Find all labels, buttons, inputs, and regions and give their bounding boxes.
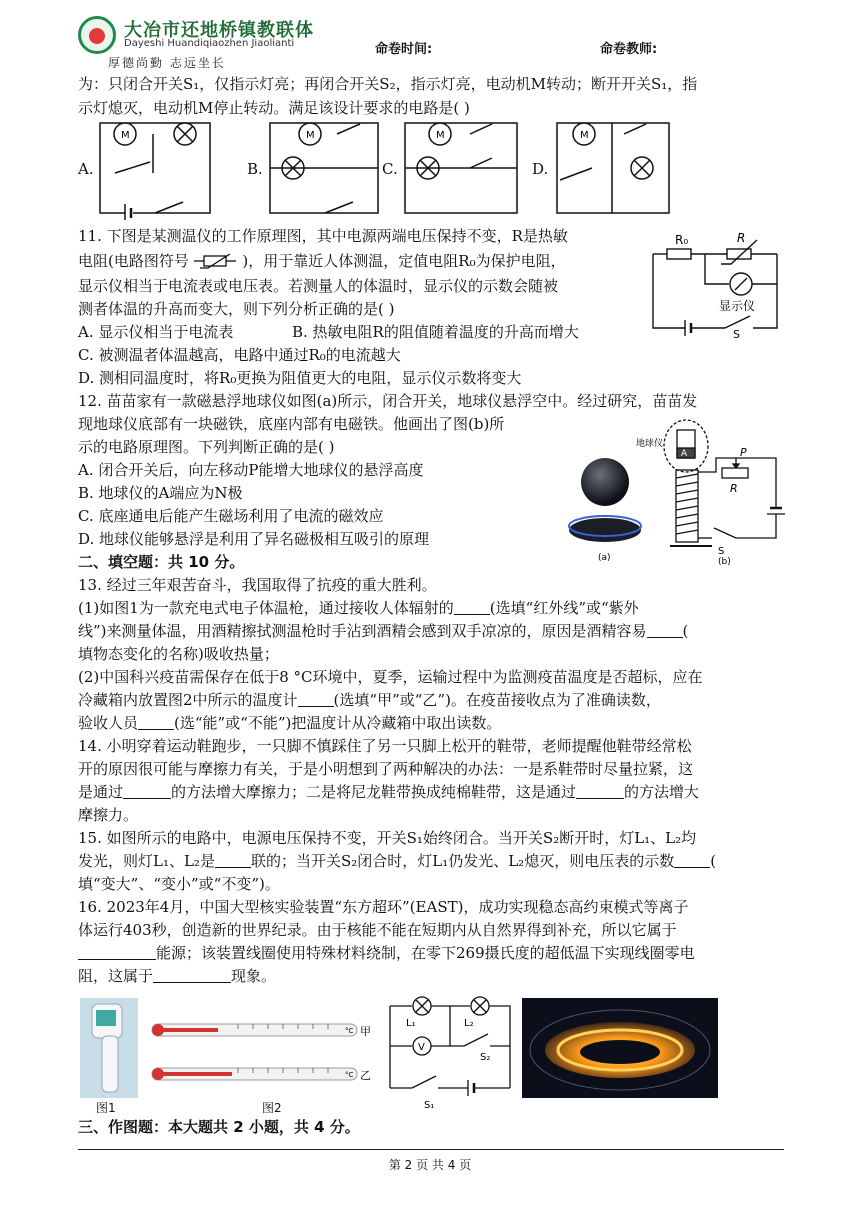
q14-line3-part3: 的方法增大 [624, 783, 700, 801]
q14-line2: 开的原因很可能与摩擦力有关，于是小明想到了两种解决的办法：一是系鞋带时尽量拉紧，这 [78, 760, 694, 778]
east-tokamak-photo [522, 998, 718, 1098]
q13-line6-part2: (选填“甲”或“乙”)。在疫苗接收点为了准确读数， [333, 691, 661, 709]
q10-circuit-d [552, 118, 677, 220]
q10-circuit-b [265, 118, 385, 220]
caption-a: (a) [598, 553, 611, 563]
label-s1: S₁ [424, 1100, 435, 1111]
q10-option-d[interactable]: D. [532, 160, 549, 178]
q13-line3-part1: 线”)来测量体温，用酒精擦拭测温枪时手沾到酒精会感到双手凉凉的，原因是酒精容易 [78, 622, 647, 640]
exam-teacher-label: 命卷教师: [600, 42, 658, 57]
q13-line2-part1: (1)如图1为一款充电式电子体温枪，通过接收人体辐射的 [78, 599, 454, 617]
q13-line3 [78, 620, 688, 643]
svg-text:M: M [306, 130, 315, 141]
fig1-thermometer-gun [80, 998, 138, 1098]
q12-option-c[interactable]: C. 底座通电后能产生磁场利用了电流的磁效应 [78, 507, 384, 525]
q10-option-a[interactable]: A. [78, 160, 94, 178]
q11-option-a[interactable]: A. 显示仪相当于电流表 [78, 323, 234, 341]
label-jia: 甲 [360, 1025, 371, 1038]
q10-option-b[interactable]: B. [247, 160, 263, 178]
q11-line2-part2: )，用于靠近人体测温，定值电阻R₀为保护电阻， [242, 252, 566, 270]
q13-line2-part2: (选填“红外线”或“紫外 [489, 599, 639, 617]
section-2-heading: 二、填空题：共 10 分。 [78, 553, 245, 571]
q16-line3-part2: 能源；该装置线圈使用特殊材料绕制，在零下269摄氏度的超低温下实现线圈零电 [156, 944, 695, 962]
q11-thermometer-circuit [645, 228, 785, 340]
q12-line1: 12. 苗苗家有一款磁悬浮地球仪如图(a)所示，闭合开关，地球仪悬浮空中。经过研究，苗苗发 [78, 392, 698, 410]
q12-option-d[interactable]: D. 地球仪能够悬浮是利用了异名磁极相互吸引的原理 [78, 530, 430, 548]
q13-blank-4[interactable] [138, 715, 174, 730]
q14-line4: 摩擦力。 [78, 806, 139, 824]
q11-line1: 11. 下图是某测温仪的工作原理图，其中电源两端电压保持不变，R是热敏 [78, 227, 568, 245]
label-p: P [740, 446, 747, 459]
q13-line6 [78, 689, 661, 712]
exam-time-label: 命卷时间: [375, 42, 433, 57]
fig2-caption: 图2 [262, 1101, 282, 1115]
label-display: 显示仪 [719, 299, 756, 313]
q16-line4-part2: 现象。 [231, 967, 277, 985]
svg-text:M: M [436, 130, 445, 141]
school-motto: 厚德尚勤 志远坐长 [108, 56, 226, 70]
q13-line4: 填物态变化的名称)吸收热量； [78, 645, 279, 663]
q16-line2: 体运行403秒，创造新的世界纪录。由于核能不能在短期内从自然界得到补充，所以它属于 [78, 921, 677, 939]
motor-symbol: M [121, 130, 130, 141]
label-r0: R₀ [675, 233, 689, 247]
q13-line7-part2: (选“能”或“不能”)把温度计从冷藏箱中取出读数。 [174, 714, 502, 732]
footer-divider [78, 1149, 784, 1150]
q13-line3-part2: ( [682, 622, 689, 640]
q15-blank-2[interactable] [674, 853, 710, 868]
label-globe: 地球仪 [636, 439, 664, 449]
q11-line2 [78, 250, 566, 273]
q13-line1: 13. 经过三年艰苦奋斗，我国取得了抗疫的重大胜利。 [78, 576, 437, 594]
school-name-pinyin: Dayeshi Huandiqiaozhen Jiaolianti [124, 38, 295, 49]
school-logo-icon [78, 16, 116, 54]
q16-line3 [78, 942, 695, 965]
q16-blank-1[interactable] [78, 945, 156, 960]
q16-line4-part1: 阻，这属于 [78, 967, 154, 985]
q14-blank-1[interactable] [123, 784, 171, 799]
q10-circuit-c [400, 118, 525, 220]
q15-line1: 15. 如图所示的电路中，电源电压保持不变，开关S₁始终闭合。当开关S₂断开时，灯L₁、L₂均 [78, 829, 697, 847]
q13-line6-part1: 冷藏箱内放置图2中所示的温度计 [78, 691, 298, 709]
q16-line1: 16. 2023年4月，中国大型核实验装置“东方超环”(EAST)，成功实现稳态高约束模式等离子 [78, 898, 689, 916]
q15-line2-part3: ( [710, 852, 717, 870]
q10-option-c[interactable]: C. [382, 160, 398, 178]
q10-line2: 示灯熄灭，电动机M停止转动。满足该设计要求的电路是( ) [78, 99, 470, 117]
q11-line3: 显示仪相当于电流表或电压表。若测量人的体温时，显示仪的示数会随被 [78, 277, 559, 295]
label-l2: L₂ [464, 1018, 474, 1029]
label-l1: L₁ [406, 1018, 416, 1029]
q12-option-b[interactable]: B. 地球仪的A端应为N极 [78, 484, 243, 502]
q14-line3-part1: 是通过 [78, 783, 124, 801]
q13-line2 [78, 597, 639, 620]
q14-line3-part2: 的方法增大摩擦力；二是将尼龙鞋带换成纯棉鞋带，这是通过 [171, 783, 577, 801]
q14-blank-2[interactable] [576, 784, 624, 799]
q15-circuit [384, 996, 516, 1114]
fig2-thermometers [148, 1018, 373, 1094]
q13-line7-part1: 验收人员 [78, 714, 139, 732]
q15-line2 [78, 850, 716, 873]
q12-line3: 示的电路原理图。下列判断正确的是( ) [78, 438, 335, 456]
q13-line5: (2)中国科兴疫苗需保存在低于8 °C环境中，夏季，运输过程中为监测疫苗温度是否超标，应在 [78, 668, 703, 686]
thermo-unit-yi: °C [345, 1071, 354, 1079]
label-r: R [737, 231, 746, 245]
q11-option-c[interactable]: C. 被测温者体温越高，电路中通过R₀的电流越大 [78, 346, 401, 364]
q15-line2-part1: 发光，则灯L₁、L₂是 [78, 852, 215, 870]
q13-line7 [78, 712, 501, 735]
section-3-heading: 三、作图题：本大题共 2 小题，共 4 分。 [78, 1118, 360, 1136]
caption-b: (b) [718, 557, 731, 566]
label-a-end: A [681, 449, 688, 459]
thermo-unit-jia: °C [345, 1027, 354, 1035]
q16-blank-2[interactable] [153, 968, 231, 983]
label-s2: S₂ [480, 1052, 491, 1063]
page-number: 第 2 页 共 4 页 [388, 1158, 472, 1172]
q15-line2-part2: 联的；当开关S₂闭合时，灯L₁仍发光、L₂熄灭，则电压表的示数 [250, 852, 675, 870]
q14-line1: 14. 小明穿着运动鞋跑步，一只脚不慎踩住了另一只脚上松开的鞋带，老师提醒他鞋带经常松 [78, 737, 692, 755]
q12-line2: 现地球仪底部有一块磁铁，底座内部有电磁铁。他画出了图(b)所 [78, 415, 505, 433]
label-r-b: R [730, 482, 738, 495]
q11-line4: 测者体温的升高而变大，则下列分析正确的是( ) [78, 300, 395, 318]
school-name: 大冶市还地桥镇教联体 [124, 20, 314, 41]
q10-circuit-a [95, 118, 220, 220]
q12-maglev-circuit [636, 418, 786, 566]
q11-line2-part1: 电阻(电路图符号 [78, 252, 189, 270]
label-yi: 乙 [360, 1069, 371, 1082]
q10-line1: 为：只闭合开关S₁，仅指示灯亮；再闭合开关S₂，指示灯亮，电动机M转动；断开开关S₁，指 [78, 75, 698, 93]
q14-line3 [78, 781, 699, 804]
q16-line4 [78, 965, 276, 988]
label-s-b: S [718, 546, 725, 557]
svg-text:M: M [580, 130, 589, 141]
q12-option-a[interactable]: A. 闭合开关后，向左移动P能增大地球仪的悬浮高度 [78, 461, 424, 479]
q15-line3: 填“变大”、“变小”或“不变”)。 [78, 875, 280, 893]
fig1-caption: 图1 [96, 1101, 116, 1115]
q11-option-d[interactable]: D. 测相同温度时，将R₀更换为阻值更大的电阻，显示仪示数将变大 [78, 369, 522, 387]
q13-blank-3[interactable] [298, 692, 334, 707]
q13-blank-2[interactable] [647, 623, 683, 638]
q11-option-b[interactable]: B. 热敏电阻R的阻值随着温度的升高而增大 [292, 323, 579, 341]
page-header [78, 14, 798, 72]
label-voltmeter: V [418, 1042, 425, 1053]
label-switch: S [733, 328, 740, 340]
q13-blank-1[interactable] [454, 600, 490, 615]
q15-blank-1[interactable] [215, 853, 251, 868]
thermistor-symbol-icon [194, 253, 238, 269]
